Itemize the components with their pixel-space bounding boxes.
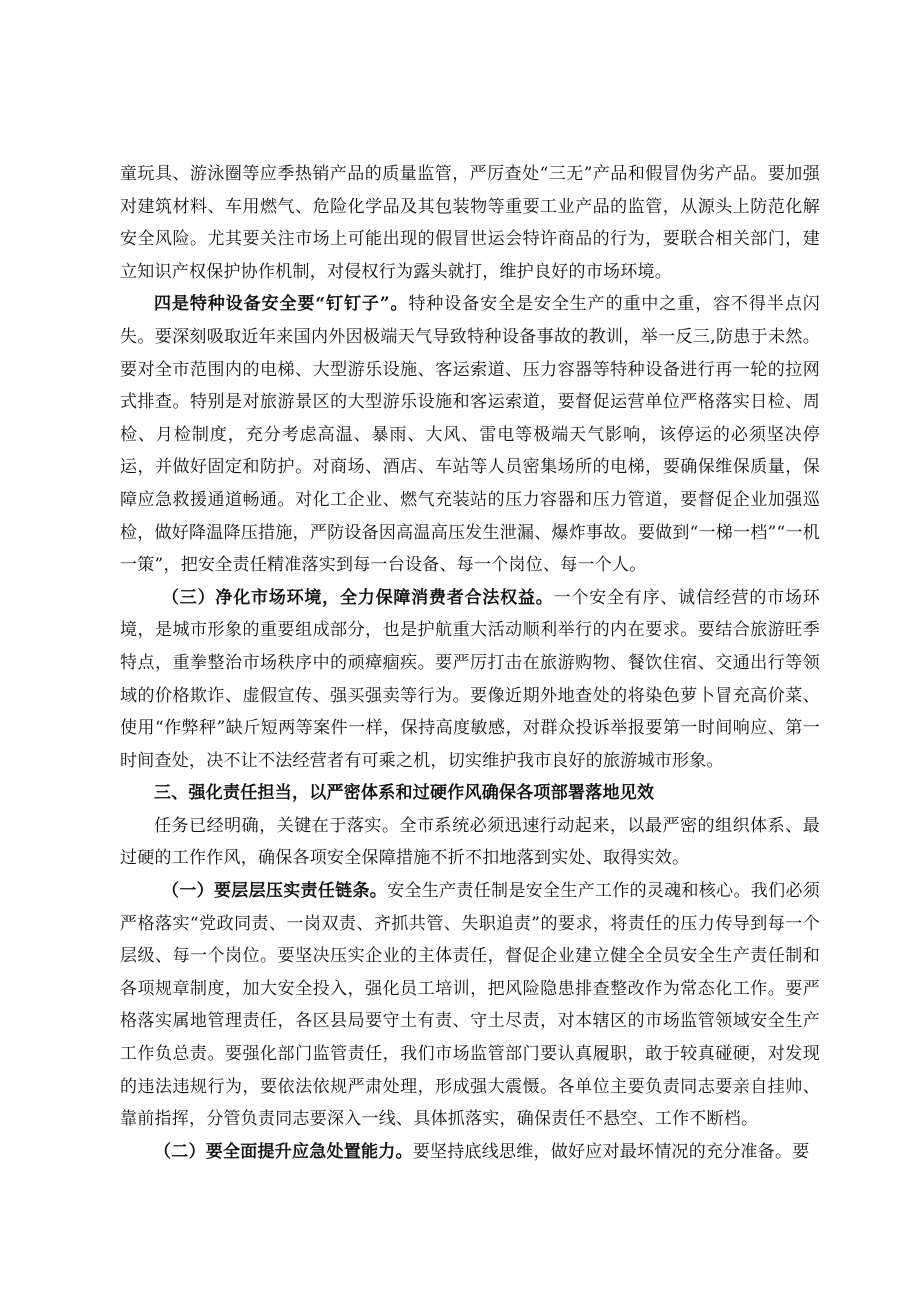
paragraph-text: 要坚持底线思维，做好应对最坏情况的充分准备。要 — [412, 1141, 810, 1162]
document-body — [120, 158, 820, 1168]
paragraph-product-quality — [120, 158, 820, 288]
paragraph-responsibility-chain — [120, 875, 820, 1136]
paragraph-market-environment — [120, 582, 820, 778]
paragraph-lead: （一）要层层压实责任链条。 — [162, 881, 388, 902]
paragraph-lead: 四是特种设备安全要“钉钉子”。 — [154, 294, 409, 315]
section-heading — [120, 777, 820, 810]
paragraph-emergency-response — [120, 1136, 820, 1169]
paragraph-text: 一个安全有序、诚信经营的市场环境，是城市形象的重要组成部分，也是护航重大活动顺利举行的内在要求。要结合旅游旺季特点，重拳整治市场秩序中的顽瘴痼疾。要严厉打击在旅游购物、餐饮住宿、交通出行等领域的价格欺诈、虚假宣传、强买强卖等行为。要像近期外地查处的将染色萝卜冒充高价菜、使用“作弊秤”缺斤短两等案件一样，保持高度敏感，对群众投诉举报要第一时间响应、第一时间查处，决不让不法经营者有可乘之机，切实维护我市良好的旅游城市形象。 — [120, 587, 821, 771]
paragraph-text: 童玩具、游泳圈等应季热销产品的质量监管，严厉查处“三无”产品和假冒伪劣产品。要加强对建筑材料、车用燃气、危险化学品及其包装物等重要工业产品的监管，从源头上防范化解安全风险。尤其要关注市场上可能出现的假冒世运会特许商品的行为，要联合相关部门，建立知识产权保护协作机制，对侵权行为露头就打，维护良好的市场环境。 — [120, 164, 820, 282]
paragraph-text: 特种设备安全是安全生产的重中之重，容不得半点闪失。要深刻吸取近年来国内外因极端天气导致特种设备事故的教训，举一反三,防患于未然。要对全市范围内的电梯、大型游乐设施、客运索道、压力容器等特种设备进行再一轮的拉网式排查。特别是对旅游景区的大型游乐设施和客运索道，要督促运营单位严格落实日检、周检、月检制度，充分考虑高温、暴雨、大风、雷电等极端天气影响，该停运的必须坚决停运，并做好固定和防护。对商场、酒店、车站等人员密集场所的电梯，要确保维保质量，保障应急救援通道畅通。对化工企业、燃气充装站的压力容器和压力管道，要督促企业加强巡检，做好降温降压措施，严防设备因高温高压发生泄漏、爆炸事故。要做到“一梯一档”“一机一策”，把安全责任精准落实到每一台设备、每一个岗位、每一个人。 — [120, 294, 820, 576]
paragraph-implementation — [120, 810, 820, 875]
section-heading-text: 三、强化责任担当，以严密体系和过硬作风确保各项部署落地见效 — [154, 783, 655, 804]
paragraph-text: 任务已经明确，关键在于落实。全市系统必须迅速行动起来，以最严密的组织体系、最过硬的工作作风，确保各项安全保障措施不折不扣地落到实处、取得实效。 — [120, 815, 820, 869]
paragraph-text: 安全生产责任制是安全生产工作的灵魂和核心。我们必须严格落实“党政同责、一岗双责、齐抓共管、失职追责”的要求，将责任的压力传导到每一个层级、每一个岗位。要坚决压实企业的主体责任，督促企业建立健全全员安全生产责任制和各项规章制度，加大安全投入，强化员工培训，把风险隐患排查整改作为常态化工作。要严格落实属地管理责任，各区县局要守土有责、守土尽责，对本辖区的市场监管领域安全生产工作负总责。要强化部门监管责任，我们市场监管部门要认真履职，敢于较真碰硬，对发现的违法违规行为，要依法依规严肃处理，形成强大震慑。各单位主要负责同志要亲自挂帅、靠前指挥，分管负责同志要深入一线、具体抓落实，确保责任不悬空、工作不断档。 — [120, 881, 821, 1130]
paragraph-lead: （二）要全面提升应急处置能力。 — [154, 1141, 413, 1162]
paragraph-lead: （三）净化市场环境，全力保障消费者合法权益。 — [162, 587, 554, 608]
paragraph-special-equipment — [120, 288, 820, 581]
